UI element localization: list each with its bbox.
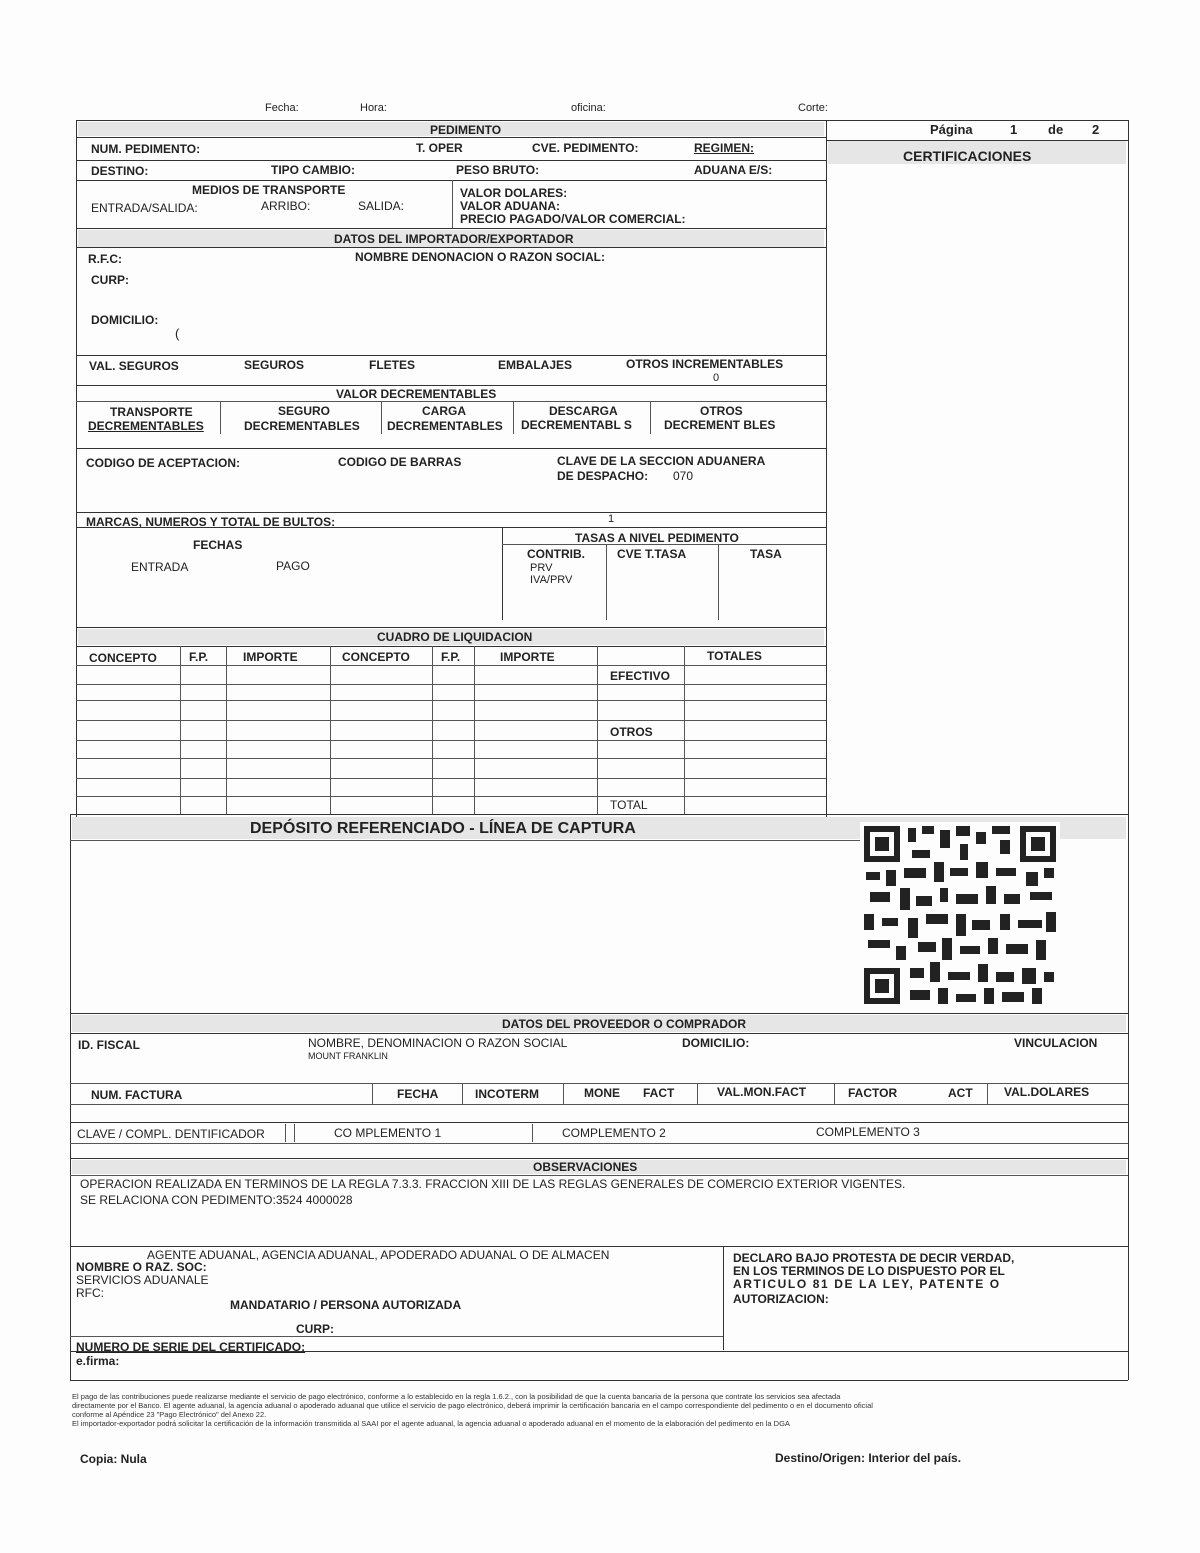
- contrib-label: CONTRIB.: [527, 547, 585, 561]
- act-label: ACT: [948, 1086, 973, 1100]
- marcas-bultos-label: MARCAS, NUMEROS Y TOTAL DE BULTOS:: [86, 515, 336, 529]
- numero-serie-label: NUMERO DE SERIE DEL CERTIFICADO:: [76, 1340, 306, 1354]
- carga-label: CARGA: [422, 404, 466, 418]
- importador-title: DATOS DEL IMPORTADOR/EXPORTADOR: [334, 232, 574, 246]
- peso-bruto-label: PESO BRUTO:: [456, 163, 540, 177]
- row-line: [76, 796, 826, 797]
- oficina-label: oficina:: [571, 102, 606, 114]
- declaro-line-4: AUTORIZACION:: [733, 1292, 829, 1306]
- embalajes-label: EMBALAJES: [498, 358, 573, 372]
- otros-decrementables-label: DECREMENT BLES: [664, 418, 776, 432]
- nombre-proveedor-value: MOUNT FRANKLIN: [308, 1051, 388, 1061]
- cell-divider: [474, 646, 475, 814]
- footnote-line-3: conforme al Apéndice 23 "Pago Electrónico" del Anexo 22.: [72, 1410, 267, 1419]
- complemento-3-label: COMPLEMENTO 3: [816, 1125, 920, 1139]
- row-line: [76, 646, 826, 647]
- seguro-label: SEGURO: [278, 404, 331, 418]
- otros-incrementables-value: 0: [713, 372, 720, 384]
- cell-divider: [718, 544, 719, 620]
- t-oper-label: T. OPER: [416, 141, 463, 155]
- copia-label: Copia: Nula: [80, 1452, 147, 1466]
- declaro-line-3: ARTICULO 81 DE LA LEY, PATENTE O: [733, 1277, 1001, 1291]
- liquidacion-title: CUADRO DE LIQUIDACION: [377, 630, 533, 644]
- frame-top: [76, 120, 1128, 121]
- clave-seccion-value: 070: [673, 469, 694, 483]
- pedimento-title: PEDIMENTO: [430, 123, 502, 137]
- clave-identificador-label: CLAVE / COMPL. DENTIFICADOR: [77, 1127, 265, 1141]
- row-line: [70, 1013, 1128, 1014]
- row-line: [76, 627, 826, 628]
- fact-label: FACT: [643, 1086, 675, 1100]
- cell-divider: [532, 1124, 533, 1142]
- prv-value: PRV: [530, 562, 553, 574]
- row-line: [76, 355, 826, 356]
- cell-divider: [294, 1124, 295, 1142]
- cve-pedimento-label: CVE. PEDIMENTO:: [532, 141, 639, 155]
- observaciones-line-2: SE RELACIONA CON PEDIMENTO:3524 4000028: [80, 1193, 353, 1207]
- footnote-line-4: El importador-exportador podrá solicitar la certificación de la información transmitida al SAAI por el agente aduanal, la agencia aduanal o apoderado aduanal en el momento de la elaboración del pedimento en la DGA: [72, 1419, 790, 1428]
- cell-divider: [563, 1084, 564, 1104]
- frame-left-lower: [70, 814, 71, 1380]
- declaro-line-2: EN LOS TERMINOS DE LO DISPUESTO POR EL: [733, 1264, 1005, 1278]
- row-line: [70, 1246, 1128, 1247]
- qr-code-icon: [860, 822, 1060, 1008]
- tipo-cambio-label: TIPO CAMBIO:: [271, 163, 355, 177]
- row-line: [76, 758, 826, 759]
- transporte-decrementables-label: DECREMENTABLES: [88, 419, 204, 433]
- cve-tasa-label: CVE T.TASA: [617, 547, 687, 561]
- curp-agente-label: CURP:: [296, 1322, 334, 1336]
- transporte-label: TRANSPORTE: [110, 405, 193, 419]
- row-line: [76, 778, 826, 779]
- cell-divider: [650, 402, 651, 434]
- complemento-1-label: CO MPLEMENTO 1: [334, 1126, 442, 1140]
- valor-aduana-label: VALOR ADUANA:: [460, 199, 560, 213]
- mone-label: MONE: [584, 1086, 620, 1100]
- row-line: [70, 1336, 723, 1337]
- cell-divider: [987, 1084, 988, 1104]
- seguros-label: SEGUROS: [244, 358, 305, 372]
- tasa-label: TASA: [750, 547, 782, 561]
- cell-divider: [597, 646, 598, 814]
- fp-2-label: F.P.: [441, 650, 461, 664]
- efirma-label: e.firma:: [76, 1354, 120, 1368]
- row-line: [76, 700, 826, 701]
- page-total: 2: [1092, 122, 1100, 137]
- row-line: [76, 527, 826, 528]
- clave-seccion-label: CLAVE DE LA SECCION ADUANERA: [557, 454, 766, 468]
- row-line: [70, 1380, 1128, 1381]
- footnote-line-2: directamente por el Banco. El agente aduanal, la agencia aduanal o apoderado aduanal que utilice el servicio de pago electrónico, deberá imprimir la certificación bancaria en el campo correspondiente del pedimento o en el documento oficial: [72, 1401, 873, 1410]
- row-line: [70, 1083, 1128, 1084]
- nombre-denominacion-label: NOMBRE DENONACION O RAZON SOCIAL:: [355, 250, 605, 264]
- row-line: [70, 1143, 1128, 1144]
- row-line: [502, 544, 826, 545]
- cell-divider: [285, 1124, 286, 1142]
- regimen-label: REGIMEN:: [694, 141, 754, 155]
- destino-origen-label: Destino/Origen: Interior del país.: [775, 1451, 962, 1465]
- incoterm-label: INCOTERM: [475, 1087, 539, 1101]
- row-line: [76, 684, 826, 685]
- de-label: de: [1048, 122, 1064, 137]
- row-line: [70, 1175, 1128, 1176]
- nombre-proveedor-label: NOMBRE, DENOMINACION O RAZON SOCIAL: [308, 1036, 568, 1050]
- row-line: [76, 247, 826, 248]
- corte-label: Corte:: [798, 102, 828, 114]
- otros-incrementables-label: OTROS INCREMENTABLES: [626, 357, 784, 371]
- row-line: [76, 512, 826, 513]
- descarga-decrementables-label: DECREMENTABL S: [521, 418, 632, 432]
- domicilio-paren: (: [175, 326, 180, 341]
- rfc-agente-label: RFC:: [76, 1286, 104, 1300]
- fletes-label: FLETES: [369, 358, 416, 372]
- nombre-raz-soc-value: SERVICIOS ADUANALE: [76, 1273, 209, 1287]
- row-line: [76, 160, 826, 161]
- row-line: [76, 665, 826, 666]
- row-line: [70, 1033, 1128, 1034]
- row-line: [76, 228, 826, 229]
- row-line: [70, 1104, 1128, 1105]
- cert-top-line: [826, 140, 1128, 141]
- num-pedimento-label: NUM. PEDIMENTO:: [91, 142, 201, 156]
- codigo-aceptacion-label: CODIGO DE ACEPTACION:: [86, 456, 241, 470]
- entrada-salida-label: ENTRADA/SALIDA:: [91, 201, 198, 215]
- row-line: [70, 840, 860, 841]
- agente-divider: [723, 1246, 724, 1350]
- cell-divider: [372, 1084, 373, 1104]
- val-seguros-label: VAL. SEGUROS: [89, 359, 179, 373]
- cell-divider: [684, 646, 685, 814]
- hora-label: Hora:: [360, 102, 387, 114]
- importe-1-label: IMPORTE: [243, 650, 298, 664]
- row-line: [76, 401, 826, 402]
- destino-label: DESTINO:: [91, 164, 149, 178]
- footnote-line-1: El pago de las contribuciones puede realizarse mediante el servicio de pago electrónico, conforme a lo establecido en la regla 1.6.2., con la posibilidad de que la cuenta bancaria de la persona que contrate los servicios sea afectada: [72, 1392, 841, 1401]
- row-line: [70, 1351, 1128, 1352]
- despacho-label: DE DESPACHO:: [557, 469, 649, 483]
- cell-divider: [606, 544, 607, 620]
- salida-label: SALIDA:: [358, 199, 405, 213]
- factor-label: FACTOR: [848, 1086, 898, 1100]
- ivaprv-value: IVA/PRV: [530, 574, 573, 586]
- footnote: [72, 1392, 1132, 1428]
- mandatario-label: MANDATARIO / PERSONA AUTORIZADA: [230, 1298, 462, 1312]
- fecha-label: Fecha:: [265, 102, 299, 114]
- cell-divider: [697, 1084, 698, 1104]
- otros-liq-label: OTROS: [610, 725, 653, 739]
- proveedor-title: DATOS DEL PROVEEDOR O COMPRADOR: [502, 1017, 747, 1031]
- cell-divider: [462, 1084, 463, 1104]
- decrementables-title: VALOR DECREMENTABLES: [336, 387, 497, 401]
- nombre-raz-soc-label: NOMBRE O RAZ. SOC:: [76, 1260, 207, 1274]
- certificaciones-title: CERTIFICACIONES: [903, 148, 1032, 164]
- carga-decrementables-label: DECREMENTABLES: [387, 419, 503, 433]
- row-line: [70, 814, 1128, 815]
- val-mon-fact-label: VAL.MON.FACT: [717, 1085, 807, 1099]
- tasas-divider: [502, 528, 503, 620]
- num-factura-label: NUM. FACTURA: [91, 1088, 183, 1102]
- cell-divider: [180, 646, 181, 814]
- pago-label: PAGO: [276, 559, 310, 573]
- declaro-line-1: DECLARO BAJO PROTESTA DE DECIR VERDAD,: [733, 1251, 1015, 1265]
- valor-dolares-label: VALOR DOLARES:: [460, 186, 568, 200]
- codigo-barras-label: CODIGO DE BARRAS: [338, 455, 462, 469]
- bultos-value: 1: [608, 513, 615, 525]
- cell-divider: [381, 402, 382, 434]
- cell-divider: [220, 402, 221, 434]
- row-line: [76, 385, 826, 386]
- importe-2-label: IMPORTE: [500, 650, 555, 664]
- id-fiscal-label: ID. FISCAL: [78, 1038, 140, 1052]
- complemento-2-label: COMPLEMENTO 2: [562, 1126, 666, 1140]
- concepto-2-label: CONCEPTO: [342, 650, 410, 664]
- agente-title: AGENTE ADUANAL, AGENCIA ADUANAL, APODERADO ADUANAL O DE ALMACEN: [147, 1248, 610, 1262]
- totales-label: TOTALES: [707, 649, 762, 663]
- descarga-label: DESCARGA: [549, 404, 618, 418]
- frame-divider: [826, 120, 827, 820]
- cell-divider: [226, 646, 227, 814]
- otros-decr-label: OTROS: [700, 404, 743, 418]
- rfc-label: R.F.C:: [88, 252, 122, 266]
- medios-transporte-label: MEDIOS DE TRANSPORTE: [192, 183, 346, 197]
- page-current: 1: [1010, 122, 1018, 137]
- precio-pagado-label: PRECIO PAGADO/VALOR COMERCIAL:: [460, 212, 686, 226]
- row-line: [70, 1122, 1128, 1123]
- cell-divider: [834, 1084, 835, 1104]
- entrada-label: ENTRADA: [131, 560, 189, 574]
- cell-divider: [330, 646, 331, 814]
- fp-1-label: F.P.: [189, 650, 209, 664]
- fecha-factura-label: FECHA: [397, 1087, 439, 1101]
- aduana-es-label: ADUANA E/S:: [694, 163, 773, 177]
- row-line: [76, 740, 826, 741]
- frame-left: [76, 120, 77, 820]
- row-line: [76, 137, 826, 138]
- curp-label: CURP:: [91, 273, 129, 287]
- seguro-decrementables-label: DECREMENTABLES: [244, 419, 360, 433]
- cell-divider: [432, 646, 433, 814]
- domicilio-proveedor-label: DOMICILIO:: [682, 1036, 750, 1050]
- row-line: [76, 180, 826, 181]
- total-label: TOTAL: [610, 798, 648, 812]
- efectivo-label: EFECTIVO: [610, 669, 671, 683]
- fechas-title: FECHAS: [193, 538, 243, 552]
- deposito-title: DEPÓSITO REFERENCIADO - LÍNEA DE CAPTURA: [250, 820, 636, 837]
- vinculacion-label: VINCULACION: [1014, 1036, 1098, 1050]
- arribo-label: ARRIBO:: [261, 199, 311, 213]
- val-dolares-label: VAL.DOLARES: [1004, 1085, 1090, 1099]
- frame-right: [1128, 120, 1129, 1380]
- cell-divider: [513, 402, 514, 434]
- tasas-title: TASAS A NIVEL PEDIMENTO: [575, 531, 739, 545]
- observaciones-line-1: OPERACION REALIZADA EN TERMINOS DE LA REGLA 7.3.3. FRACCION XIII DE LAS REGLAS GENERALES DE COMERCIO EXTERIOR VIGENTES.: [80, 1177, 906, 1191]
- observaciones-title: OBSERVACIONES: [533, 1160, 638, 1174]
- concepto-1-label: CONCEPTO: [89, 651, 157, 665]
- row-line: [70, 1158, 1128, 1159]
- cell-divider: [452, 180, 453, 228]
- row-line: [76, 448, 826, 449]
- domicilio-label: DOMICILIO:: [91, 313, 159, 327]
- pagina-label: Página: [930, 122, 973, 137]
- row-line: [76, 720, 826, 721]
